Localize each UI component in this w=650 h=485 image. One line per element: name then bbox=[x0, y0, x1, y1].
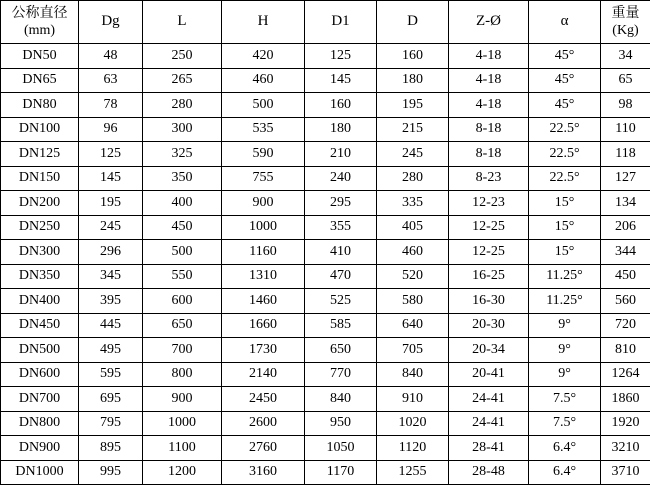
column-header-dg: Dg bbox=[79, 1, 143, 44]
table-cell: 296 bbox=[79, 240, 143, 265]
table-cell: 8-18 bbox=[449, 142, 529, 167]
table-cell: 4-18 bbox=[449, 44, 529, 69]
table-cell: 420 bbox=[222, 44, 305, 69]
table-row bbox=[1, 411, 650, 436]
table-cell: 295 bbox=[305, 191, 377, 216]
table-cell: 335 bbox=[377, 191, 449, 216]
table-cell: 720 bbox=[601, 313, 650, 338]
table-cell: 345 bbox=[79, 264, 143, 289]
table-cell: 45° bbox=[529, 93, 601, 118]
table-cell: 245 bbox=[377, 142, 449, 167]
table-cell: 910 bbox=[377, 387, 449, 412]
table-cell: 280 bbox=[377, 166, 449, 191]
table-cell: 1050 bbox=[305, 436, 377, 461]
column-header-weight bbox=[601, 1, 650, 44]
table-cell: 500 bbox=[222, 93, 305, 118]
table-cell: 22.5° bbox=[529, 117, 601, 142]
table-cell: 795 bbox=[79, 411, 143, 436]
table-cell: 134 bbox=[601, 191, 650, 216]
column-header-line2: (mm) bbox=[1, 22, 78, 40]
table-cell: 12-25 bbox=[449, 215, 529, 240]
table-cell: 535 bbox=[222, 117, 305, 142]
table-cell: 350 bbox=[143, 166, 222, 191]
table-cell: 705 bbox=[377, 338, 449, 363]
table-cell: 460 bbox=[222, 68, 305, 93]
table-cell: 206 bbox=[601, 215, 650, 240]
cell-nominal-diameter: DN500 bbox=[1, 338, 79, 363]
table-cell: 300 bbox=[143, 117, 222, 142]
table-cell: 1264 bbox=[601, 362, 650, 387]
cell-nominal-diameter: DN80 bbox=[1, 93, 79, 118]
table-cell: 900 bbox=[222, 191, 305, 216]
table-cell: 755 bbox=[222, 166, 305, 191]
table-cell: 495 bbox=[79, 338, 143, 363]
cell-nominal-diameter: DN900 bbox=[1, 436, 79, 461]
table-cell: 20-41 bbox=[449, 362, 529, 387]
table-row bbox=[1, 436, 650, 461]
table-cell: 585 bbox=[305, 313, 377, 338]
table-cell: 840 bbox=[305, 387, 377, 412]
table-cell: 410 bbox=[305, 240, 377, 265]
table-cell: 400 bbox=[143, 191, 222, 216]
column-header-l: L bbox=[143, 1, 222, 44]
cell-nominal-diameter: DN100 bbox=[1, 117, 79, 142]
table-cell: 650 bbox=[143, 313, 222, 338]
table-row bbox=[1, 166, 650, 191]
table-cell: 840 bbox=[377, 362, 449, 387]
table-cell: 1000 bbox=[143, 411, 222, 436]
table-cell: 1730 bbox=[222, 338, 305, 363]
table-cell: 695 bbox=[79, 387, 143, 412]
table-cell: 12-23 bbox=[449, 191, 529, 216]
table-cell: 595 bbox=[79, 362, 143, 387]
column-header-alpha: α bbox=[529, 1, 601, 44]
table-cell: 1460 bbox=[222, 289, 305, 314]
cell-nominal-diameter: DN200 bbox=[1, 191, 79, 216]
table-row bbox=[1, 362, 650, 387]
table-cell: 180 bbox=[305, 117, 377, 142]
table-cell: 15° bbox=[529, 215, 601, 240]
table-cell: 525 bbox=[305, 289, 377, 314]
table-cell: 6.4° bbox=[529, 460, 601, 485]
table-cell: 1160 bbox=[222, 240, 305, 265]
table-cell: 1255 bbox=[377, 460, 449, 485]
table-cell: 2450 bbox=[222, 387, 305, 412]
table-cell: 1310 bbox=[222, 264, 305, 289]
table-cell: 48 bbox=[79, 44, 143, 69]
table-cell: 405 bbox=[377, 215, 449, 240]
table-cell: 9° bbox=[529, 362, 601, 387]
table-cell: 1860 bbox=[601, 387, 650, 412]
table-cell: 118 bbox=[601, 142, 650, 167]
table-cell: 950 bbox=[305, 411, 377, 436]
table-cell: 1120 bbox=[377, 436, 449, 461]
cell-nominal-diameter: DN150 bbox=[1, 166, 79, 191]
table-row bbox=[1, 215, 650, 240]
table-row bbox=[1, 240, 650, 265]
table-cell: 20-34 bbox=[449, 338, 529, 363]
table-cell: 3710 bbox=[601, 460, 650, 485]
table-cell: 250 bbox=[143, 44, 222, 69]
column-header-line1: 重量 bbox=[601, 5, 650, 23]
table-cell: 215 bbox=[377, 117, 449, 142]
table-cell: 550 bbox=[143, 264, 222, 289]
table-row bbox=[1, 387, 650, 412]
table-cell: 145 bbox=[79, 166, 143, 191]
table-cell: 127 bbox=[601, 166, 650, 191]
table-row bbox=[1, 68, 650, 93]
table-header bbox=[1, 1, 650, 44]
table-cell: 195 bbox=[377, 93, 449, 118]
header-row bbox=[1, 1, 650, 44]
table-cell: 16-30 bbox=[449, 289, 529, 314]
table-cell: 450 bbox=[143, 215, 222, 240]
table-row bbox=[1, 44, 650, 69]
table-cell: 8-23 bbox=[449, 166, 529, 191]
cell-nominal-diameter: DN1000 bbox=[1, 460, 79, 485]
cell-nominal-diameter: DN600 bbox=[1, 362, 79, 387]
cell-nominal-diameter: DN125 bbox=[1, 142, 79, 167]
table-cell: 590 bbox=[222, 142, 305, 167]
table-cell: 125 bbox=[79, 142, 143, 167]
table-cell: 24-41 bbox=[449, 411, 529, 436]
table-cell: 1100 bbox=[143, 436, 222, 461]
table-cell: 2140 bbox=[222, 362, 305, 387]
table-cell: 6.4° bbox=[529, 436, 601, 461]
table-cell: 98 bbox=[601, 93, 650, 118]
column-header-d: D bbox=[377, 1, 449, 44]
table-row bbox=[1, 289, 650, 314]
table-cell: 11.25° bbox=[529, 264, 601, 289]
column-header-line1: 公称直径 bbox=[1, 5, 78, 23]
table-cell: 470 bbox=[305, 264, 377, 289]
table-cell: 1020 bbox=[377, 411, 449, 436]
cell-nominal-diameter: DN300 bbox=[1, 240, 79, 265]
cell-nominal-diameter: DN700 bbox=[1, 387, 79, 412]
table-cell: 180 bbox=[377, 68, 449, 93]
table-cell: 1000 bbox=[222, 215, 305, 240]
table-cell: 355 bbox=[305, 215, 377, 240]
table-cell: 280 bbox=[143, 93, 222, 118]
table-row bbox=[1, 313, 650, 338]
table-cell: 240 bbox=[305, 166, 377, 191]
table-cell: 16-25 bbox=[449, 264, 529, 289]
table-cell: 15° bbox=[529, 240, 601, 265]
table-cell: 1200 bbox=[143, 460, 222, 485]
table-cell: 245 bbox=[79, 215, 143, 240]
table-cell: 20-30 bbox=[449, 313, 529, 338]
table-cell: 28-41 bbox=[449, 436, 529, 461]
table-row bbox=[1, 142, 650, 167]
table-row bbox=[1, 460, 650, 485]
column-header-line2: (Kg) bbox=[601, 22, 650, 40]
table-cell: 65 bbox=[601, 68, 650, 93]
table-cell: 460 bbox=[377, 240, 449, 265]
table-cell: 640 bbox=[377, 313, 449, 338]
column-header-nominal-diameter bbox=[1, 1, 79, 44]
cell-nominal-diameter: DN350 bbox=[1, 264, 79, 289]
cell-nominal-diameter: DN250 bbox=[1, 215, 79, 240]
table-cell: 7.5° bbox=[529, 387, 601, 412]
table-cell: 11.25° bbox=[529, 289, 601, 314]
column-header-z-diameter: Z‐Ø bbox=[449, 1, 529, 44]
table-cell: 265 bbox=[143, 68, 222, 93]
cell-nominal-diameter: DN50 bbox=[1, 44, 79, 69]
table-cell: 344 bbox=[601, 240, 650, 265]
table-cell: 1920 bbox=[601, 411, 650, 436]
table-cell: 800 bbox=[143, 362, 222, 387]
table-cell: 9° bbox=[529, 338, 601, 363]
table-cell: 8-18 bbox=[449, 117, 529, 142]
table-row bbox=[1, 191, 650, 216]
table-cell: 210 bbox=[305, 142, 377, 167]
table-cell: 600 bbox=[143, 289, 222, 314]
table-cell: 22.5° bbox=[529, 166, 601, 191]
table-cell: 3160 bbox=[222, 460, 305, 485]
table-cell: 2600 bbox=[222, 411, 305, 436]
table-cell: 195 bbox=[79, 191, 143, 216]
table-cell: 145 bbox=[305, 68, 377, 93]
table-cell: 45° bbox=[529, 68, 601, 93]
table-cell: 110 bbox=[601, 117, 650, 142]
table-cell: 24-41 bbox=[449, 387, 529, 412]
table-cell: 770 bbox=[305, 362, 377, 387]
table-cell: 7.5° bbox=[529, 411, 601, 436]
table-cell: 900 bbox=[143, 387, 222, 412]
table-cell: 325 bbox=[143, 142, 222, 167]
table-cell: 895 bbox=[79, 436, 143, 461]
table-cell: 395 bbox=[79, 289, 143, 314]
table-cell: 45° bbox=[529, 44, 601, 69]
table-cell: 9° bbox=[529, 313, 601, 338]
column-header-h: H bbox=[222, 1, 305, 44]
table-row bbox=[1, 117, 650, 142]
table-cell: 15° bbox=[529, 191, 601, 216]
table-cell: 450 bbox=[601, 264, 650, 289]
table-cell: 995 bbox=[79, 460, 143, 485]
table-cell: 3210 bbox=[601, 436, 650, 461]
table-cell: 445 bbox=[79, 313, 143, 338]
table-row bbox=[1, 93, 650, 118]
table-cell: 28-48 bbox=[449, 460, 529, 485]
table-cell: 4-18 bbox=[449, 93, 529, 118]
table-cell: 810 bbox=[601, 338, 650, 363]
table-cell: 1170 bbox=[305, 460, 377, 485]
table-cell: 78 bbox=[79, 93, 143, 118]
cell-nominal-diameter: DN65 bbox=[1, 68, 79, 93]
table-cell: 12-25 bbox=[449, 240, 529, 265]
cell-nominal-diameter: DN450 bbox=[1, 313, 79, 338]
table-body bbox=[1, 44, 650, 485]
cell-nominal-diameter: DN400 bbox=[1, 289, 79, 314]
table-cell: 500 bbox=[143, 240, 222, 265]
table-cell: 4-18 bbox=[449, 68, 529, 93]
table-cell: 580 bbox=[377, 289, 449, 314]
table-cell: 160 bbox=[305, 93, 377, 118]
table-cell: 125 bbox=[305, 44, 377, 69]
table-cell: 160 bbox=[377, 44, 449, 69]
table-cell: 22.5° bbox=[529, 142, 601, 167]
table-cell: 63 bbox=[79, 68, 143, 93]
table-row bbox=[1, 338, 650, 363]
table-cell: 650 bbox=[305, 338, 377, 363]
column-header-d1: D1 bbox=[305, 1, 377, 44]
table-cell: 34 bbox=[601, 44, 650, 69]
table-cell: 1660 bbox=[222, 313, 305, 338]
table-cell: 2760 bbox=[222, 436, 305, 461]
table-cell: 700 bbox=[143, 338, 222, 363]
cell-nominal-diameter: DN800 bbox=[1, 411, 79, 436]
table-row bbox=[1, 264, 650, 289]
table-cell: 560 bbox=[601, 289, 650, 314]
table-cell: 520 bbox=[377, 264, 449, 289]
table-cell: 96 bbox=[79, 117, 143, 142]
